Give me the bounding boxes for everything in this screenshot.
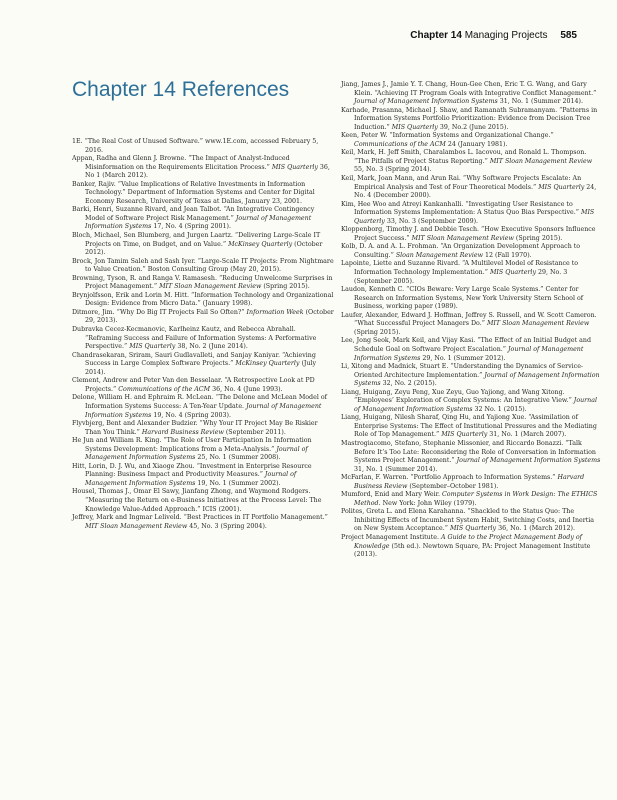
reference-source: MIS Quarterly — [271, 163, 318, 171]
reference-source: MIS Quarterly — [441, 431, 488, 439]
reference-entry — [72, 420, 334, 437]
reference-entry — [341, 107, 603, 133]
reference-entry — [341, 81, 603, 107]
reference-text: Barki, Henri, Suzanne Rivard, and Jean Talbot. “An Integrative Contingency Model of Software Project Risk Management.” — [72, 206, 315, 222]
reference-details: 25, No. 1 (Summer 2008). — [195, 454, 281, 462]
reference-text: He Jun and William R. King. “The Role of User Participation In Information Systems Development: Implications from a Meta-Analysis.” — [72, 437, 312, 453]
reference-details: 39, No.2 (June 2015). — [437, 123, 509, 131]
reference-source: MIS Quarterly — [354, 209, 595, 225]
reference-source: Information Week — [246, 308, 304, 316]
reference-entry — [72, 514, 334, 531]
reference-details: 24 (January 1981). — [445, 140, 508, 148]
reference-text: Appan, Radha and Glenn J. Browne. “The Impact of Analyst-Induced Misinformation on the Requirements Elicitation Process.” — [72, 155, 290, 171]
reference-text: Keil, Mark, Joan Mann, and Arun Rai. “Why Software Projects Escalate: An Empirical Analysis and Test of Four Theoretical Models.” — [341, 175, 582, 191]
references-column-left — [72, 138, 334, 531]
reference-source: Communications of the ACM — [118, 385, 211, 393]
reference-text: Mumford, Enid and Mary Weir. — [341, 491, 442, 499]
reference-text: Dubravka Cecez-Kecmanovic, Karlheinz Kautz, and Rebecca Abrahall. “Reframing Success and Failure of Information Systems: A Performative Perspective.” — [72, 326, 317, 351]
reference-entry — [72, 488, 334, 514]
reference-text: Li, Xitong and Madnick, Stuart E. “Understanding the Dynamics of Service-Oriented Architecture Implementation.” — [341, 363, 584, 379]
reference-details: (Spring 2015). — [261, 283, 310, 291]
reference-entry — [72, 309, 334, 326]
chapter-name: Managing Projects — [464, 30, 548, 41]
reference-text: Mastrogiacomo, Stefano, Stephanie Missonier, and Riccardo Bonazzi. “Talk Before It’s Too Late: Reconsidering the Role of Conversation in Information Systems Project Management.” — [341, 439, 596, 465]
reference-details: 17, No. 4 (Spring 2001). — [151, 223, 231, 231]
reference-details: 29, No. 3 (September 2005). — [354, 269, 568, 285]
reference-source: MIT Sloan Management Review — [85, 522, 188, 530]
reference-source: Computer Systems in Work Design: The ETHICS Method — [354, 491, 598, 507]
running-header — [0, 0, 617, 72]
reference-entry — [341, 474, 603, 491]
reference-entry — [72, 463, 334, 489]
reference-text: Kloppenborg, Timothy J. and Debbie Tesch. “How Executive Sponsors Influence Project Success.” — [341, 226, 596, 242]
reference-text: Brock, Jon Tamim Saleh and Sash Iyer. “Large-Scale IT Projects: From Nightmare to Value Creation.” Boston Consulting Group (May 20, 2015). — [72, 257, 334, 274]
reference-source: MIT Sloan Management Review — [411, 234, 514, 242]
reference-source: MIS Quarterly — [489, 269, 537, 277]
reference-entry — [341, 201, 603, 227]
reference-text: Keen, Peter W. “Information Systems and Organizational Change.” — [341, 132, 554, 140]
reference-text: Laufer, Alexander, Edward J. Hoffman, Jeffrey S. Russell, and W. Scott Cameron. “What Successful Project Managers Do.” — [341, 311, 597, 328]
reference-text: Liang, Huigang, Nilesh Sharaf, Qing Hu, and Yajiong Xue. “Assimilation of Enterprise Systems: The Effect of Institutional Pressures and the Mediating Role of Top Management.” — [341, 414, 597, 439]
page-title: Chapter 14 References — [72, 78, 290, 101]
reference-entry — [341, 508, 603, 534]
reference-details: 19, No. 1 (Summer 2002). — [195, 479, 281, 487]
reference-source: Journal of Management Information Systems — [85, 214, 312, 231]
reference-text: Laudon, Kenneth C. “CIOs Beware: Very Large Scale Systems.” Center for Research on Information Systems, New York University Stern School of Business, working paper (1989). — [341, 286, 584, 311]
references-column-right — [341, 81, 603, 560]
reference-source: Harvard Business Review — [354, 474, 585, 490]
reference-entry — [72, 292, 334, 309]
reference-source: MIS Quarterly — [129, 343, 176, 351]
reference-entry — [341, 149, 603, 175]
reference-source: MIT Sloan Management Review — [489, 157, 593, 165]
reference-text: Lee, Jong Seok, Mark Keil, and Vijay Kasi. “The Effect of an Initial Budget and Schedule Goal on Software Project Escalation.” — [341, 337, 591, 353]
reference-entry — [72, 206, 334, 232]
reference-details: (July 2014). — [85, 360, 317, 376]
reference-details: 55, No. 3 (Spring 2014). — [354, 166, 432, 174]
reference-entry — [341, 491, 603, 508]
reference-text: 1E. “The Real Cost of Unused Software.” www.1E.com, accessed February 5, 2016. — [72, 138, 319, 154]
reference-entry — [72, 394, 334, 420]
reference-entry — [72, 138, 334, 155]
reference-source: McKinsey Quarterly — [228, 240, 293, 248]
reference-text: Ditmore, Jim. “Why Do Big IT Projects Fail So Often?” — [72, 308, 247, 316]
reference-details: (October 29, 2013). — [85, 308, 334, 325]
reference-entry — [341, 440, 603, 474]
reference-text: Keil, Mark, H. Jeff Smith, Charalambos L. Iacovou, and Ronald L. Thompson. “The Pitfalls of Project Status Reporting.” — [341, 149, 587, 165]
reference-text: Flyvbjerg, Bent and Alexander Budzier. “Why Your IT Project May Be Riskier Than You Think.” — [72, 420, 318, 436]
reference-text: Lapointe, Liette and Suzanne Rivard. “A Multilevel Model of Resistance to Information Technology Implementation.” — [341, 260, 579, 277]
reference-details: 32, No. 2 (2015). — [380, 380, 437, 388]
reference-source: Journal of Management Information Systems — [354, 397, 598, 413]
reference-text: Chandrasekaran, Sriram, Sauri Gudlavalleti, and Sanjay Kaniyar. “Achieving Success in Large Complex Software Projects.” — [72, 351, 316, 368]
reference-text: Hitt, Lorin, D. J. Wu, and Xiaoge Zhou. “Investment in Enterprise Resource Planning: Business Impact and Productivity Measures.” — [72, 462, 312, 479]
reference-details: . New York: John Wiley (1979). — [378, 499, 477, 507]
reference-source: MIS Quarterly — [538, 183, 585, 191]
reference-entry — [72, 155, 334, 181]
reference-details: 12 (Fall 1970). — [482, 251, 532, 259]
reference-text: Project Management Institute. — [341, 533, 441, 541]
reference-source: MIS Quarterly — [391, 123, 438, 131]
reference-text: Kim, Hee Woo and Atreyi Kankanhalli. “Investigating User Resistance to Information Systems Implementation: A Status Quo Bias Perspective.” — [341, 200, 581, 217]
reference-entry — [341, 132, 603, 149]
reference-entry — [72, 377, 334, 394]
reference-text: Karhade, Prasanna, Michael J. Shaw, and Ramanath Subramanyam. “Patterns in Information Systems Portfolio Prioritization: Evidence from Decision Tree Induction.” — [341, 106, 598, 131]
reference-details: 31, No. 1 (Summer 2014). — [354, 465, 438, 473]
running-header-text — [410, 30, 577, 41]
reference-source: Journal of Management Information Systems — [354, 345, 584, 362]
reference-source: Journal of Management Information Systems — [456, 457, 601, 465]
reference-entry — [72, 437, 334, 463]
reference-details: 24, No. 4 (December 2000). — [354, 183, 597, 200]
reference-entry — [341, 286, 603, 312]
reference-text: Browning, Tyson, R. and Ranga V. Ramasesh. “Reducing Unwelcome Surprises in Project Management.” — [72, 274, 333, 291]
reference-entry — [72, 258, 334, 275]
reference-entry — [72, 232, 334, 258]
reference-entry — [341, 226, 603, 243]
reference-source: MIS Quarterly — [449, 525, 497, 533]
reference-text: Jiang, James J., Jamie Y. T. Chang, Houn-Gee Chen, Eric T. G. Wang, and Gary Klein. “Achieving IT Program Goals with Integrative Conflict Management.” — [341, 81, 597, 97]
reference-details: (September 2011). — [223, 428, 286, 436]
reference-details: 36, No. 1 (March 2012). — [496, 525, 576, 533]
reference-text: Jeffrey, Mark and Ingmar Leliveld. “Best Practices in IT Portfolio Management.” — [72, 514, 328, 522]
reference-details: 45, No. 3 (Spring 2004). — [187, 522, 267, 530]
reference-details: 31, No. 1 (Summer 2014). — [497, 98, 583, 106]
reference-details: 33, No. 3 (September 2009). — [384, 217, 479, 225]
reference-text: Liang, Huigang, Zeyu Peng, Xue Zeyu, Guo Yajiong, and Wang Xitong. “Employees’ Exploration of Complex Systems: An Integrative View.” — [341, 388, 574, 405]
reference-entry — [72, 352, 334, 378]
reference-text: McFarlan, F. Warren. “Portfolio Approach to Information Systems.” — [341, 474, 558, 482]
reference-source: Journal of Management Information Systems — [354, 98, 498, 106]
reference-text: Polites, Greta L. and Elena Karahanna. “Shackled to the Status Quo: The Inhibiting Effects of Incumbent System Habit, Switching Costs, and Inertia on New System Acceptance.” — [341, 508, 595, 533]
reference-entry — [341, 363, 603, 389]
reference-source: A Guide to the Project Management Body of Knowledge — [354, 533, 583, 550]
reference-details: 32 No. 1 (2015). — [472, 405, 527, 413]
reference-details: 29, No. 1 (Summer 2012). — [420, 354, 506, 362]
reference-source: Journal of Management Information Systems — [354, 371, 600, 388]
reference-details: (Spring 2015). — [354, 328, 401, 336]
reference-text: Clement, Andrew and Peter Van den Besselaar. “A Retrospective Look at PD Projects.” — [72, 377, 315, 393]
reference-entry — [72, 181, 334, 207]
reference-details: (Spring 2015). — [513, 234, 563, 242]
reference-entry — [341, 534, 603, 560]
reference-entry — [341, 389, 603, 415]
reference-source: Journal of Management Information Systems — [85, 402, 322, 419]
reference-entry — [341, 260, 603, 286]
reference-entry — [72, 275, 334, 292]
reference-source: Sloan Management Review — [395, 251, 483, 259]
reference-source: Journal of Management Information Systems — [85, 471, 297, 487]
page-number: 585 — [560, 30, 577, 41]
reference-text: Kolb, D. A. and A. L. Frohman. “An Organization Development Approach to Consulting.” — [341, 243, 581, 259]
reference-details: 38, No. 2 (June 2014). — [175, 343, 248, 351]
reference-entry — [341, 243, 603, 260]
reference-text: Bloch, Michael, Sen Blumberg, and Jurgen Laartz. “Delivering Large-Scale IT Projects on Time, on Budget, and on Value.” — [72, 232, 321, 248]
reference-source: MIT Sloan Management Review — [159, 283, 262, 291]
reference-details: (September–October 1981). — [407, 482, 499, 490]
reference-source: Journal of Management Information Systems — [85, 445, 308, 462]
reference-text: Brynjolfsson, Erik and Lorin M. Hitt. “Information Technology and Organizational Design: Evidence from Micro Data.” (January 1998). — [72, 291, 334, 308]
reference-entry — [341, 414, 603, 440]
reference-details: 36, No. 4 (June 1993). — [210, 385, 283, 393]
reference-details: 31, No. 1 (March 2007). — [487, 431, 567, 439]
reference-details: 19, No. 4 (Spring 2003). — [151, 411, 231, 419]
reference-entry — [72, 326, 334, 352]
reference-text: Delone, William H. and Ephraim R. McLean. “The Delone and McLean Model of Information Systems Success: A Ten-Year Update. — [72, 394, 327, 410]
reference-details: 36, No 1 (March 2012). — [85, 163, 330, 180]
reference-details: (October 2012). — [85, 240, 323, 257]
reference-source: McKinsey Quarterly — [235, 360, 300, 368]
reference-text: Banker, Rajiv. “Value Implications of Relative Investments in Information Technology.” Department of Information Systems and Center for Digital Economy Research, University of Texas at Dallas, January 23, 2001. — [72, 180, 315, 205]
reference-details: (5th ed.). Newtown Square, PA: Project Management Institute (2013). — [354, 542, 591, 559]
reference-source: Communications of the ACM — [354, 140, 446, 148]
reference-entry — [341, 175, 603, 201]
reference-text: Housel, Thomas J., Omar El Sawy, Jianfang Zhong, and Waymond Rodgers. “Measuring the Return on e-Business Initiatives at the Process Level: The Knowledge Value-Added Approach.” ICIS (2001). — [72, 488, 322, 513]
reference-source: MIT Sloan Management Review — [486, 320, 590, 328]
reference-entry — [341, 312, 603, 338]
chapter-label: Chapter 14 — [410, 30, 462, 41]
reference-entry — [341, 337, 603, 363]
reference-source: Harvard Business Review — [141, 428, 224, 436]
